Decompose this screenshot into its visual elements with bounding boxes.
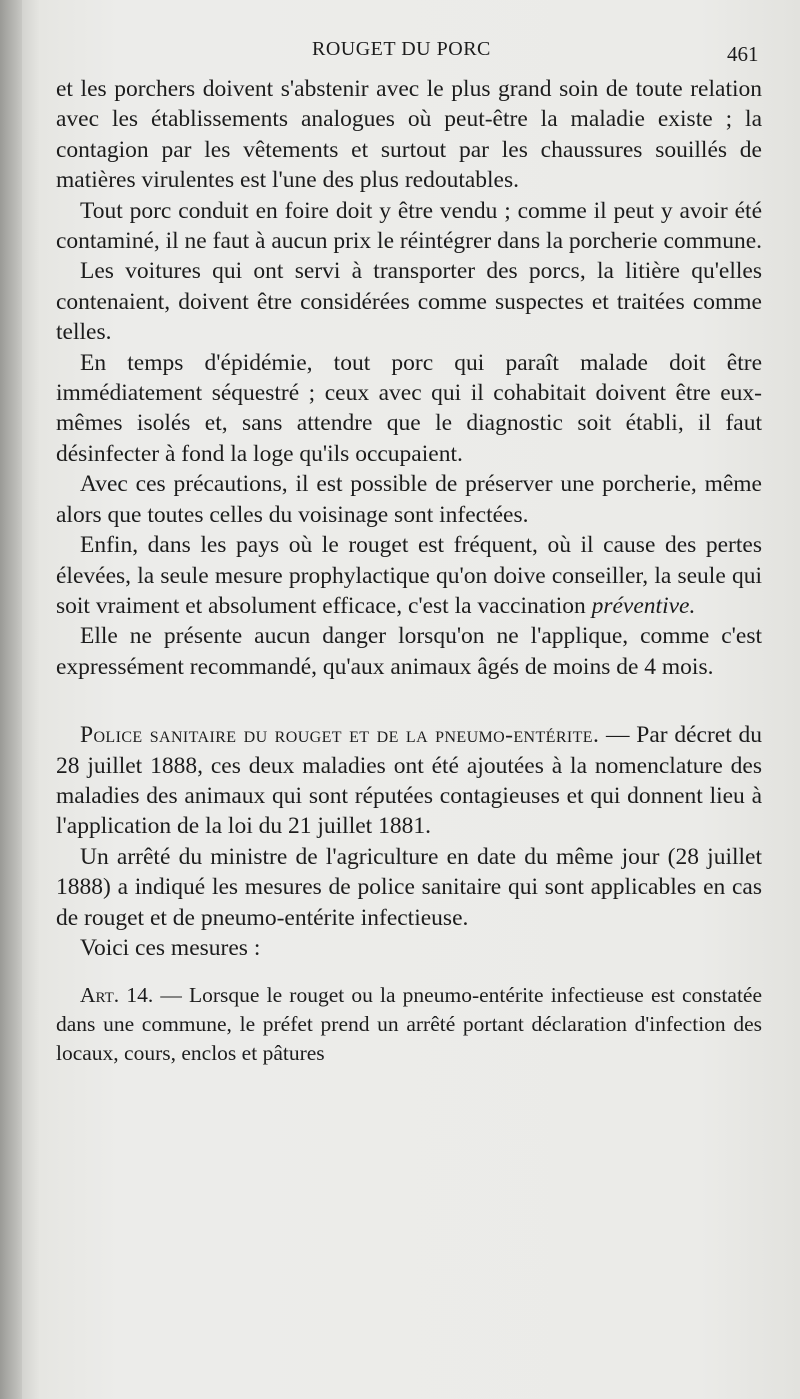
emphasis-preventive: préventive. <box>591 592 696 619</box>
running-title: ROUGET DU PORC <box>312 38 491 60</box>
article-paragraph <box>56 981 762 1068</box>
section-heading: Police sanitaire du rouget et de la pneumo-entérite. <box>80 722 600 749</box>
paragraph: Avec ces précautions, il est possible de préserver une porcherie, même alors que toutes celles du voisinage sont infectées. <box>56 471 762 528</box>
page-gutter-shadow <box>0 0 22 1399</box>
paragraph: Elle ne présente aucun danger lorsqu'on ne l'applique, comme c'est expressément recommandé, qu'aux animaux âgés de moins de 4 mois. <box>56 623 762 680</box>
article-label: Art. 14. <box>80 983 154 1008</box>
paragraph: et les porchers doivent s'abstenir avec le plus grand soin de toute relation avec les établissements analogues où peut-être la maladie existe ; la contagion par les vêtements et surtout par les chaussures souillés de matières virulentes est l'une des plus redoutables. <box>56 76 762 194</box>
paragraph: Les voitures qui ont servi à transporter des porcs, la litière qu'elles contenaient, doivent être considérées comme suspectes et traitées comme telles. <box>56 258 762 346</box>
paragraph: Voici ces mesures : <box>80 934 261 961</box>
paragraph: Tout porc conduit en foire doit y être vendu ; comme il peut y avoir été contaminé, il ne faut à aucun prix le réintégrer dans la porcherie commune. <box>56 197 763 255</box>
paragraph: Un arrêté du ministre de l'agriculture en date du même jour (28 juillet 1888) a indiqué les mesures de police sanitaire qui sont applicables en cas de rouget et de pneumo-entérite infectieuse. <box>56 843 762 931</box>
page-number: 461 <box>727 42 759 66</box>
section-paragraph <box>56 720 762 842</box>
paragraph: En temps d'épidémie, tout porc qui paraît malade doit être immédiatement séquestré ; ceux avec qui il cohabitait doivent être eux-mêmes isolés et, sans attendre que le diagnostic soit établi, il faut désinfecter à fond la loge qu'ils occupaient. <box>56 349 762 467</box>
paragraph-text: Enfin, dans les pays où le rouget est fréquent, où il cause des pertes élevées, la seule mesure prophylactique qu'on doive conseiller, la seule qui soit vraiment et absolument efficace, c'est la vaccination <box>56 532 762 619</box>
page-body <box>56 74 762 1068</box>
article-text: — Lorsque le rouget ou la pneumo-entérite infectieuse est constatée dans une commune, le préfet prend un arrêté portant déclaration d'infection des locaux, cours, enclos et pâtures <box>56 983 763 1066</box>
section-text: — Par décret du 28 juillet 1888, ces deux maladies ont été ajoutées à la nomenclature des maladies des animaux qui sont réputées contagieuses et qui donnent lieu à l'application de la loi du 21 juillet 1881. <box>56 722 762 840</box>
page-header <box>0 38 800 68</box>
paragraph-vaccination <box>56 530 762 621</box>
